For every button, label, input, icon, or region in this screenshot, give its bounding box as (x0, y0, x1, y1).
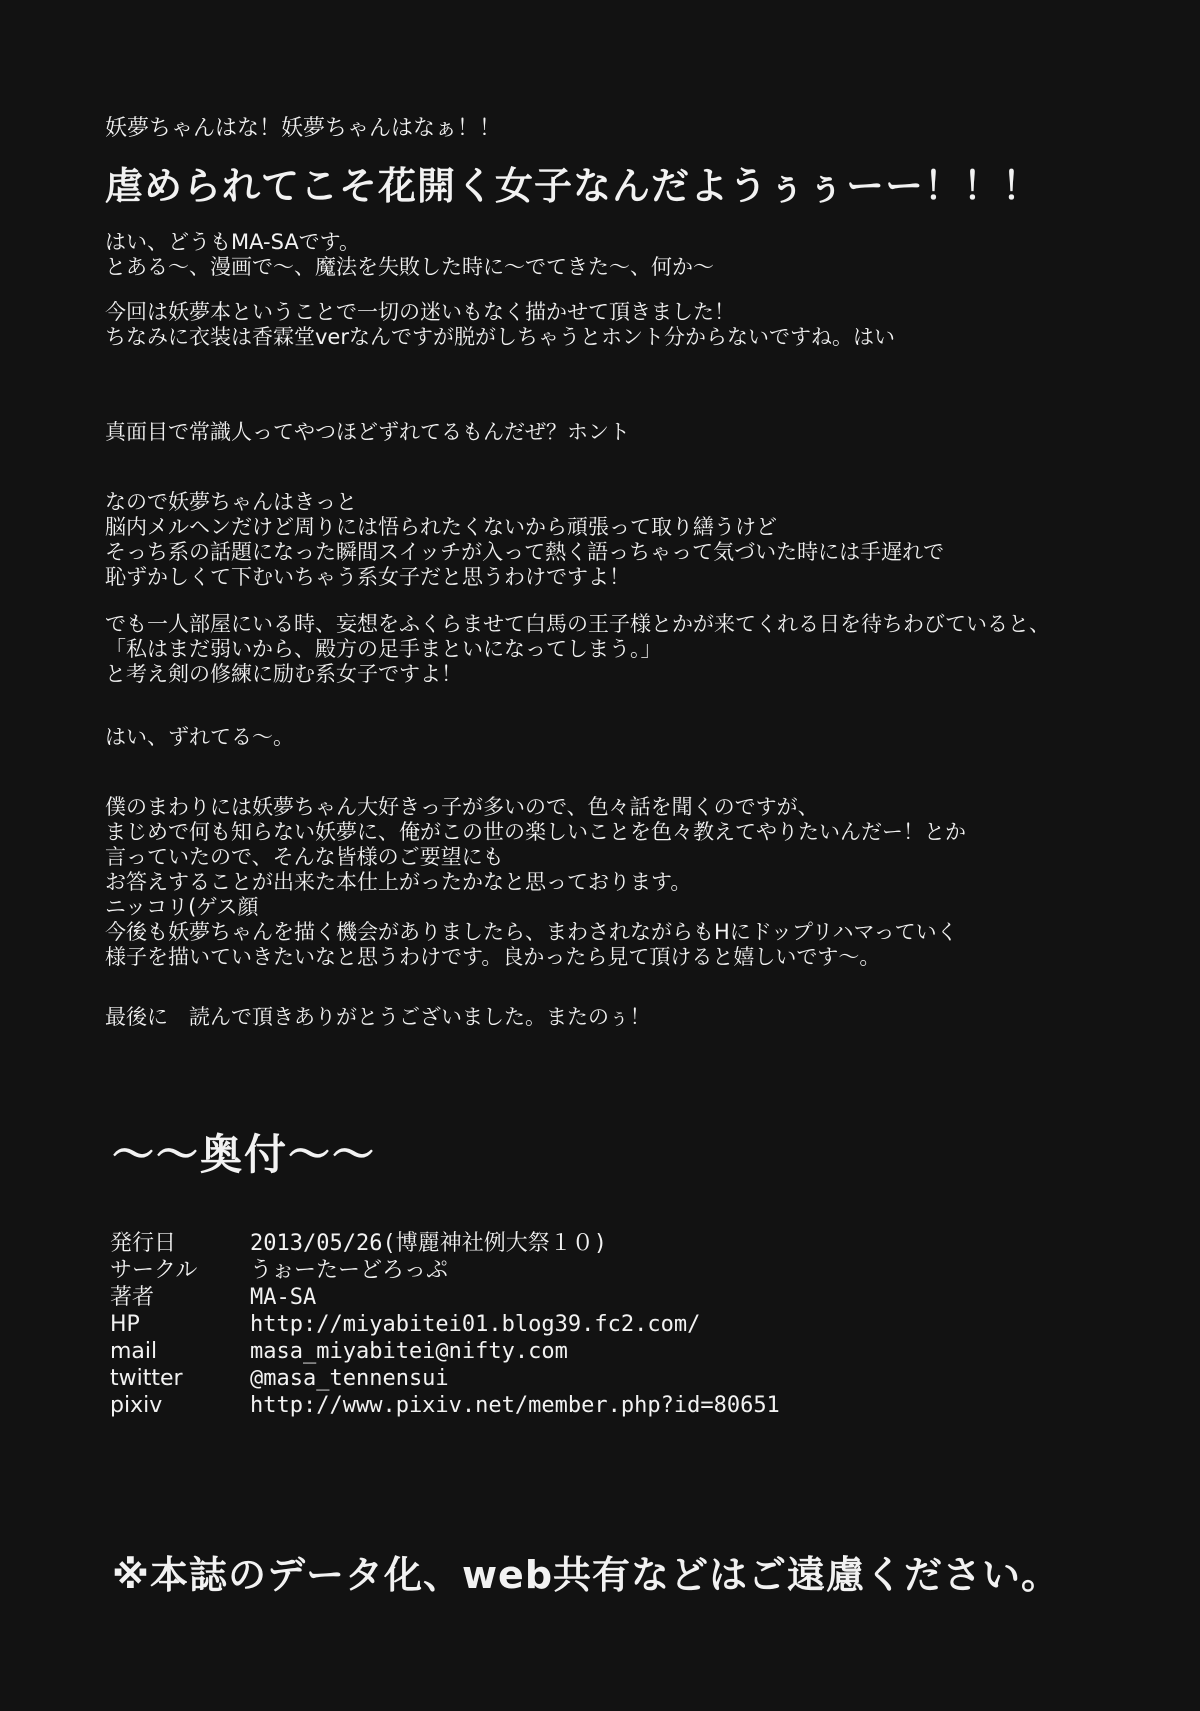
colophon-key: 発行日 (110, 1231, 177, 1256)
text-line: 言っていたので、そんな皆様のご要望にも (105, 845, 504, 869)
colophon-value: masa_miyabitei@nifty.com (250, 1339, 568, 1364)
text-line: お答えすることが出来た本仕上がったかなと思っております。 (105, 870, 692, 894)
text-line: 「私はまだ弱いから、殿方の足手まといになってしまう。」 (105, 637, 662, 661)
paragraph-about-book (105, 300, 1105, 350)
colophon-row-mail (110, 1338, 1010, 1365)
text-line: そっち系の話題になった瞬間スイッチが入って熱く語っちゃって気づいた時には手遅れで (105, 540, 945, 564)
text-line: 最後に 読んで頂きありがとうございました。またのぅ！ (105, 1005, 651, 1029)
text-line: ニッコリ(ゲス顔 (105, 895, 259, 919)
intro-line: 妖夢ちゃんはな！妖夢ちゃんはなぁ！！ (105, 116, 502, 141)
colophon-value: @masa_tennensui (250, 1366, 449, 1391)
paragraph-greeting (105, 230, 1105, 280)
headline: 虐められてこそ花開く女子なんだようぅぅーー！！！ (105, 164, 1042, 208)
colophon-value: MA-SA (250, 1285, 317, 1310)
colophon-key: HP (110, 1312, 140, 1337)
text-line: とある〜、漫画で〜、魔法を失敗した時に〜でてきた〜、何か〜 (105, 255, 714, 279)
paragraph-fans (105, 795, 1105, 970)
colophon-row-date (110, 1230, 1010, 1257)
colophon-value: うぉーたーどろっぷ (250, 1258, 449, 1283)
paragraph-serious (105, 420, 1105, 445)
colophon-row-hp (110, 1311, 1010, 1338)
text-line: でも一人部屋にいる時、妄想をふくらませて白馬の王子様とかが来てくれる日を待ちわびていると、 (105, 612, 1050, 636)
colophon-value: 2013/05/26(博麗神社例大祭１０) (250, 1231, 607, 1256)
text-line: 真面目で常識人ってやつほどずれてるもんだぜ？ホント (105, 420, 630, 444)
text-line: 僕のまわりには妖夢ちゃん大好きっ子が多いので、色々話を聞くのですが、 (105, 795, 819, 819)
text-line: 様子を描いていきたいなと思うわけです。良かったら見て頂けると嬉しいです〜。 (105, 945, 881, 969)
colophon-key: 著者 (110, 1285, 155, 1310)
paragraph-zureteru (105, 725, 1105, 750)
colophon-row-circle (110, 1257, 1010, 1284)
text-line: なので妖夢ちゃんはきっと (105, 490, 357, 514)
colophon-key: mail (110, 1339, 158, 1364)
text-line: 恥ずかしくて下むいちゃう系女子だと思うわけですよ！ (105, 565, 630, 589)
colophon-row-pixiv (110, 1392, 1010, 1419)
paragraph-alone (105, 612, 1105, 687)
text-line: はい、どうもMA-SAです。 (105, 230, 361, 254)
colophon-key: pixiv (110, 1393, 163, 1418)
copyright-notice: ※本誌のデータ化、web共有などはご遠慮ください。 (112, 1553, 1061, 1597)
text-line: と考え剣の修練に励む系女子ですよ！ (105, 662, 462, 686)
colophon-row-twitter (110, 1365, 1010, 1392)
colophon-key: サークル (110, 1258, 198, 1283)
text-line: まじめで何も知らない妖夢に、俺がこの世の楽しいことを色々教えてやりたいんだー！とか (105, 820, 966, 844)
text-line: 脳内メルヘンだけど周りには悟られたくないから頑張って取り繕うけど (105, 515, 777, 539)
paragraph-closing (105, 1005, 1105, 1030)
colophon-value: http://www.pixiv.net/member.php?id=80651 (250, 1393, 780, 1418)
colophon-key: twitter (110, 1366, 183, 1391)
text-line: 今後も妖夢ちゃんを描く機会がありましたら、まわされながらもHにドップリハマっていく (105, 920, 958, 944)
colophon-title: 〜〜奥付〜〜 (112, 1130, 377, 1179)
text-line: はい、ずれてる〜。 (105, 725, 294, 749)
text-line: 今回は妖夢本ということで一切の迷いもなく描かせて頂きました！ (105, 300, 735, 324)
colophon-value: http://miyabitei01.blog39.fc2.com/ (250, 1312, 701, 1337)
text-line: ちなみに衣装は香霖堂verなんですが脱がしちゃうとホント分からないですね。はい (105, 325, 895, 349)
paragraph-youmu-character (105, 490, 1105, 590)
colophon-table (110, 1230, 1010, 1419)
colophon-row-author (110, 1284, 1010, 1311)
